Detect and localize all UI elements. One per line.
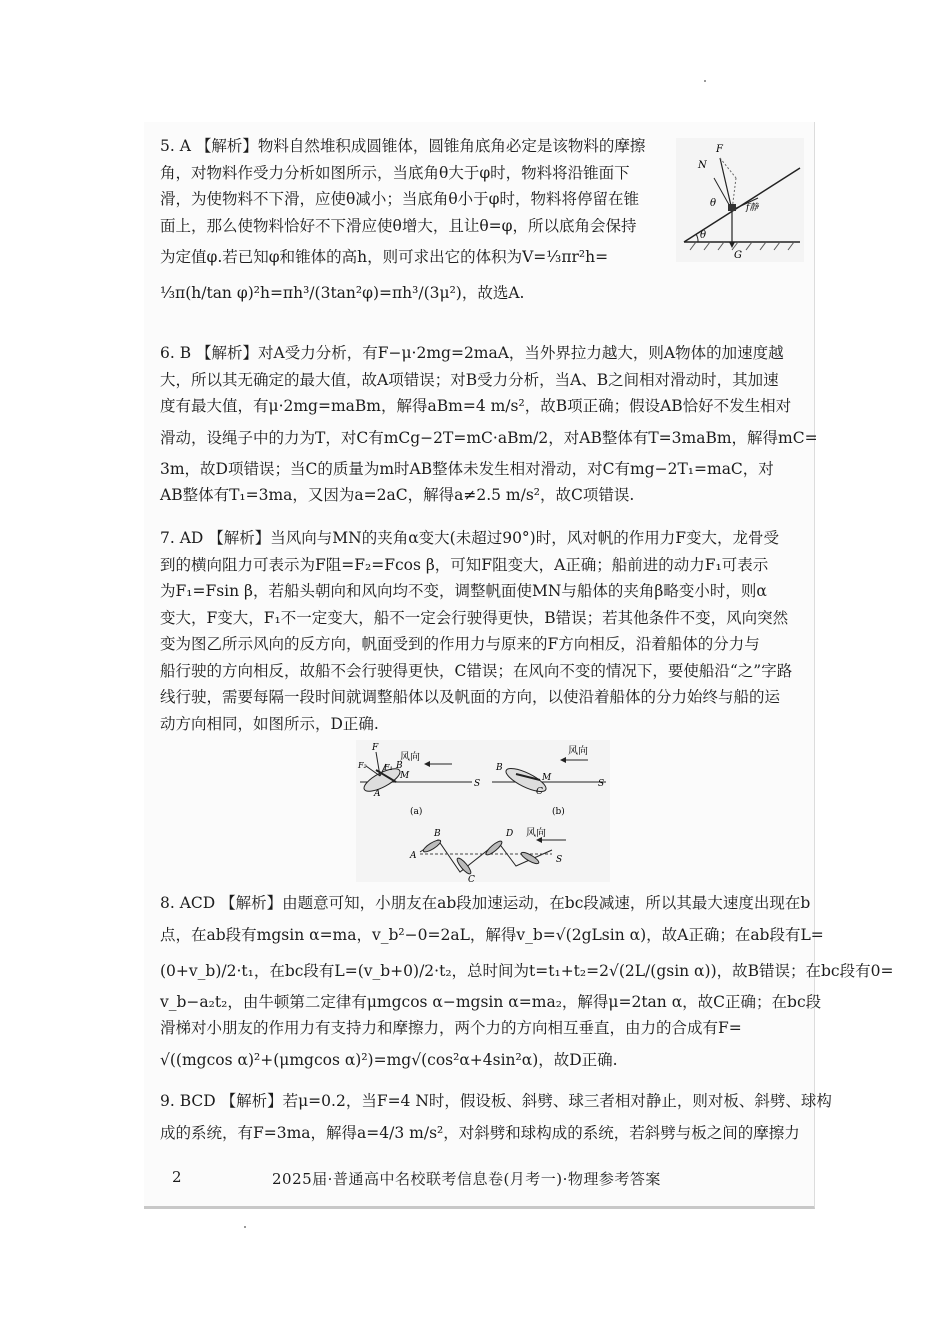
label-f: f静: [746, 203, 759, 213]
q8-line: 8. ACD 【解析】由题意可知，小朋友在ab段加速运动，在bc段减速，所以其最大速度出现在b: [160, 894, 811, 912]
q5-line: ⅓π(h/tan φ)²h=πh³/(3tan²φ)=πh³/(3μ²)，故选A.: [160, 284, 525, 302]
label-F: F: [716, 144, 723, 155]
q5-line: 5. A 【解析】物料自然堆积成圆锥体，圆锥角底角必定是该物料的摩擦: [160, 137, 646, 155]
label-theta-base: θ: [700, 230, 707, 241]
label-b-wind: 风向: [568, 746, 588, 757]
q5-line: 为定值φ.若已知φ和锥体的高h，则可求出它的体积为V=⅓πr²h=: [160, 248, 609, 266]
label-z-C: C: [468, 875, 475, 882]
q8-line: √((mgcos α)²+(μmgcos α)²)=mg√(cos²α+4sin²α)，故D正确.: [160, 1050, 618, 1069]
q6-line: 度有最大值，有μ·2mg=maBm，解得aBm=4 m/s²，故B项正确；假设AB恰好不发生相对: [160, 397, 792, 415]
scan-speck: [704, 80, 706, 82]
label-z-B: B: [434, 829, 441, 839]
label-z-A: A: [410, 851, 417, 861]
label-a-F2: F₂: [358, 761, 367, 770]
label-z-D: D: [506, 829, 514, 839]
page-number: 2: [172, 1168, 182, 1186]
label-a-M: M: [400, 771, 410, 781]
question-5: [160, 133, 670, 311]
label-b-B: B: [496, 763, 503, 773]
q9-line: 9. BCD 【解析】若μ=0.2，当F=4 N时，假设板、斜劈、球三者相对静止，则对板、斜劈、球构: [160, 1092, 832, 1110]
sailing-figure: [356, 740, 610, 882]
label-a-A: A: [374, 789, 381, 799]
q7-line: 变大，F变大，F₁不一定变大，船不一定会行驶得更快，B错误；若其他条件不变，风向突然: [160, 608, 789, 627]
q8-line: v_b−a₂t₂，由牛顿第二定律有μmgcos α−mgsin α=ma₂，解得μ=2tan α，故C正确；在bc段: [160, 992, 822, 1011]
q6-line: 3m，故D项错误；当C的质量为m时AB整体未发生相对滑动，对C有mg−2T₁=maC，对: [160, 459, 774, 478]
label-z-S: S: [556, 855, 563, 865]
q8-line: 滑梯对小朋友的作用力有支持力和摩擦力，两个力的方向相互垂直，由力的合成有F=: [160, 1019, 742, 1037]
q6-line: 6. B 【解析】对A受力分析，有F−μ·2mg=2maA，当外界拉力越大，则A物体的加速度越: [160, 344, 784, 362]
question-9: [160, 1088, 832, 1151]
question-6: [160, 340, 818, 509]
label-a-F1: F₁: [384, 763, 393, 772]
q9-line: 成的系统，有F=3ma，解得a=4/3 m/s²，对斜劈和球构成的系统，若斜劈与板之间的摩擦力: [160, 1123, 800, 1142]
q5-line: 滑，为使物料不下滑，应使θ减小；当底角θ小于φ时，物料将停留在锥: [160, 190, 640, 208]
q8-line: (0+v_b)/2·t₁，在bc段有L=(v_b+0)/2·t₂，总时间为t=t₁+t₂=2√(2L/(gsin α))，故B错误；在bc段有0=: [160, 961, 894, 980]
label-theta: θ: [710, 198, 717, 209]
q6-line: 滑动，设绳子中的力为T，对C有mCg−2T=mC·aBm/2，对AB整体有T=3maBm，解得mC=: [160, 428, 818, 447]
scan-speck: [244, 1226, 246, 1228]
q7-line: 到的横向阻力可表示为F阻=F₂=Fcos β，可知F阻变大，A正确；船前进的动力F₁可表示: [160, 555, 769, 574]
q7-line: 变为图乙所示风向的反方向，帆面受到的作用力与原来的F方向相反，沿着船体的分力与: [160, 635, 760, 653]
q7-line: 船行驶的方向相反，故船不会行驶得更快，C错误；在风向不变的情况下，要使船沿“之”字路: [160, 661, 793, 680]
footer-title: 2025届·普通高中名校联考信息卷(月考一)·物理参考答案: [272, 1170, 661, 1188]
label-a-B: B: [396, 761, 403, 771]
label-N: N: [698, 160, 707, 171]
label-a-caption: (a): [410, 807, 423, 817]
label-a-F: F: [372, 743, 379, 753]
label-b-caption: (b): [552, 807, 565, 817]
label-b-S: S: [598, 779, 605, 789]
q8-line: 点，在ab段有mgsin α=ma，v_b²−0=2aL，解得v_b=√(2gLsin α)，故A正确；在ab段有L=: [160, 925, 824, 944]
q6-line: 大，所以其无确定的最大值，故A项错误；对B受力分析，当A、B之间相对滑动时，其加速: [160, 370, 779, 389]
label-a-wind: 风向: [400, 752, 420, 763]
label-a-S: S: [474, 779, 481, 789]
label-z-wind: 风向: [526, 828, 546, 839]
q5-line: 面上，那么使物料恰好不下滑应使θ增大，且让θ=φ，所以底角会保持: [160, 216, 637, 235]
label-b-C: C: [536, 787, 543, 797]
q6-line: AB整体有T₁=3ma，又因为a=2aC，解得a≠2.5 m/s²，故C项错误.: [160, 486, 635, 504]
q5-line: 角，对物料作受力分析如图所示，当底角θ大于φ时，物料将沿锥面下: [160, 163, 630, 182]
question-7: [160, 525, 810, 737]
q7-line: 7. AD 【解析】当风向与MN的夹角α变大(未超过90°)时，风对帆的作用力F变大，龙骨受: [160, 529, 779, 547]
q7-line: 线行驶，需要每隔一段时间就调整船体以及帆面的方向，以使沿着船体的分力始终与船的运: [160, 688, 781, 706]
question-8: [160, 890, 894, 1078]
label-G: G: [734, 250, 742, 261]
q7-line: 动方向相同，如图所示，D正确.: [160, 714, 379, 733]
q7-line: 为F₁=Fsin β，若船头朝向和风向均不变，调整帆面使MN与船体的夹角β略变小时，则α: [160, 582, 767, 600]
cone-force-figure: [676, 138, 804, 262]
label-b-M: M: [542, 773, 552, 783]
